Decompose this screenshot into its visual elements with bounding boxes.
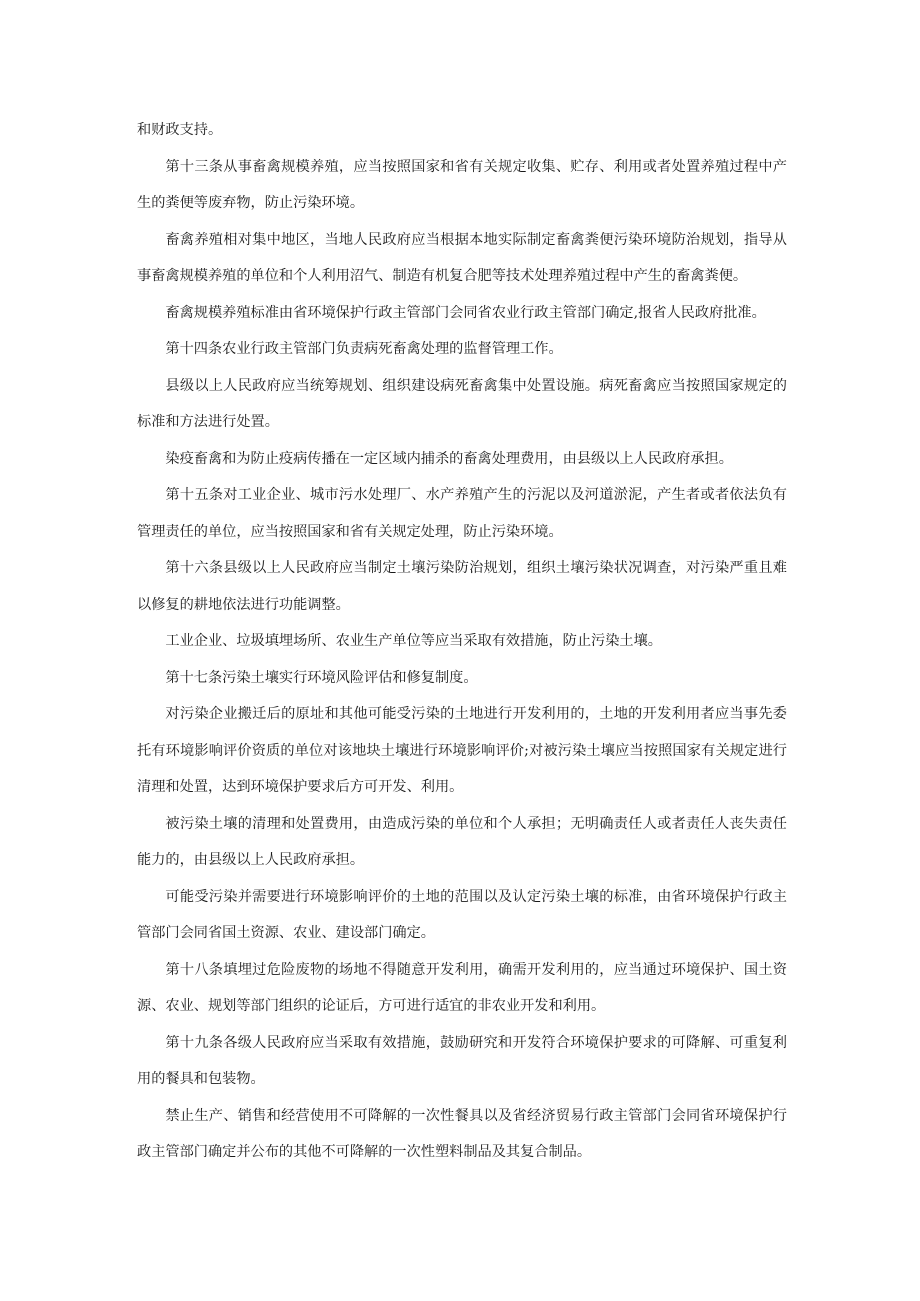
paragraph-article-18: 第十八条填埋过危险废物的场地不得随意开发利用，确需开发利用的，应当通过环境保护、国土资源、农业、规划等部门组织的论证后，方可进行适宜的非农业开发和利用。: [137, 961, 787, 1014]
paragraph-article-16: 第十六条县级以上人民政府应当制定土壤污染防治规划，组织土壤污染状况调查，对污染严重且难以修复的耕地依法进行功能调整。: [137, 560, 787, 613]
paragraph: 可能受污染并需要进行环境影响评价的土地的范围以及认定污染土壤的标准，由省环境保护行政主管部门会同省国土资源、农业、建设部门确定。: [137, 888, 787, 941]
paragraph: 县级以上人民政府应当统筹规划、组织建设病死畜禽集中处置设施。病死畜禽应当按照国家规定的标准和方法进行处置。: [137, 377, 787, 430]
paragraph: 被污染土壤的清理和处置费用，由造成污染的单位和个人承担；无明确责任人或者责任人丧失责任能力的，由县级以上人民政府承担。: [137, 815, 787, 868]
paragraph: 工业企业、垃圾填埋场所、农业生产单位等应当采取有效措施，防止污染土壤。: [165, 633, 662, 649]
paragraph-article-15: 第十五条对工业企业、城市污水处理厂、水产养殖产生的污泥以及河道淤泥，产生者或者依法负有管理责任的单位，应当按照国家和省有关规定处理，防止污染环境。: [137, 487, 787, 540]
paragraph: 禁止生产、销售和经营使用不可降解的一次性餐具以及省经济贸易行政主管部门会同省环境保护行政主管部门确定并公布的其他不可降解的一次性塑料制品及其复合制品。: [137, 1107, 787, 1160]
paragraph-article-19: 第十九条各级人民政府应当采取有效措施，鼓励研究和开发符合环境保护要求的可降解、可重复利用的餐具和包装物。: [137, 1034, 787, 1087]
paragraph-article-17: 第十七条污染土壤实行环境风险评估和修复制度。: [165, 669, 478, 686]
paragraph: 畜禽养殖相对集中地区，当地人民政府应当根据本地实际制定畜禽粪便污染环境防治规划，指导从事畜禽规模养殖的单位和个人利用沼气、制造有机复合肥等技术处理养殖过程中产生的畜禽粪便。: [137, 231, 787, 284]
paragraph: 畜禽规模养殖标准由省环境保护行政主管部门会同省农业行政主管部门确定,报省人民政府批准。: [165, 304, 766, 321]
paragraph: 染疫畜禽和为防止疫病传播在一定区域内捕杀的畜禽处理费用，由县级以上人民政府承担。: [165, 450, 733, 467]
paragraph-article-13: 第十三条从事畜禽规模养殖，应当按照国家和省有关规定收集、贮存、利用或者处置养殖过程中产生的粪便等废弃物，防止污染环境。: [137, 158, 787, 211]
paragraph-continuation: 和财政支持。: [137, 122, 223, 138]
paragraph: 对污染企业搬迁后的原址和其他可能受污染的土地进行开发利用的，土地的开发利用者应当事先委托有环境影响评价资质的单位对该地块土壤进行环境影响评价;对被污染土壤应当按照国家有关规定进行清理和处置，达到环境保护要求后方可开发、利用。: [137, 706, 787, 795]
paragraph-article-14: 第十四条农业行政主管部门负责病死畜禽处理的监督管理工作。: [165, 341, 563, 357]
document-body: [137, 112, 787, 1171]
